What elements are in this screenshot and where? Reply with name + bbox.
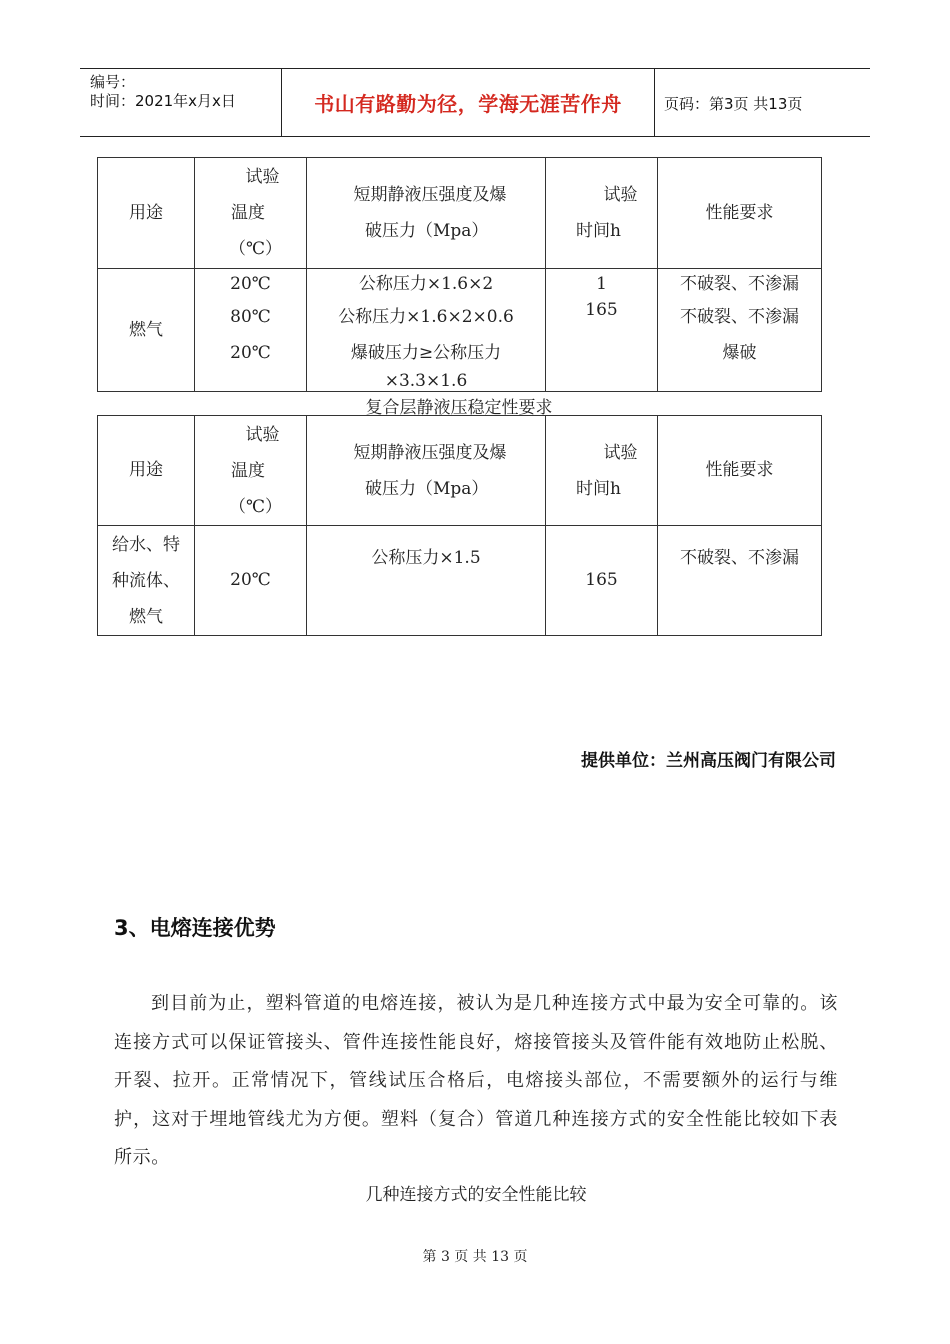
cell-strength-line: 公称压力×1.6×2 bbox=[358, 274, 494, 294]
cell-usage: 燃气 bbox=[98, 269, 195, 392]
cell-requirement-line: 不破裂、不渗漏 bbox=[680, 307, 799, 327]
header-time-label: 时间：2021年x月x日 bbox=[90, 92, 236, 110]
header-temp-line: 试验 bbox=[245, 167, 280, 187]
cell-strength-line: 爆破压力≥公称压力 bbox=[350, 343, 502, 363]
cell-strength: 公称压力×1.5 bbox=[307, 526, 546, 636]
header-usage: 用途 bbox=[98, 416, 195, 526]
hydrostatic-table-composite bbox=[97, 415, 822, 636]
cell-times bbox=[546, 269, 658, 392]
header-divider-right bbox=[654, 68, 655, 136]
cell-strength-line: 公称压力×1.6×2×0.6 bbox=[338, 307, 514, 327]
header-number-label: 编号： bbox=[90, 73, 136, 91]
provider-line: 提供单位：兰州高压阀门有限公司 bbox=[581, 751, 836, 771]
cell-requirement-line: 爆破 bbox=[722, 343, 757, 363]
header-strength-line: 短期静液压强度及爆 bbox=[353, 185, 507, 205]
cell-temp-line: 20℃ bbox=[230, 343, 271, 363]
header-time-line: 时间h bbox=[576, 478, 621, 499]
header-requirement: 性能要求 bbox=[658, 158, 822, 269]
header-test-time bbox=[546, 158, 658, 269]
header-temp-line: 试验 bbox=[245, 424, 280, 445]
cell-strength-line: ×3.3×1.6 bbox=[384, 371, 468, 391]
header-bottom-border bbox=[80, 136, 870, 137]
table-header-row bbox=[98, 416, 822, 526]
header-strength bbox=[307, 158, 546, 269]
header-test-temp bbox=[195, 416, 307, 526]
cell-temps bbox=[195, 269, 307, 392]
header-motto: 书山有路勤为径，学海无涯苦作舟 bbox=[314, 92, 622, 116]
header-temp-line: 温度 bbox=[231, 460, 265, 481]
table-row bbox=[98, 269, 822, 392]
header-requirement: 性能要求 bbox=[658, 416, 822, 526]
cell-time: 165 bbox=[546, 526, 658, 636]
header-page-info: 页码：第3页 共13页 bbox=[664, 95, 803, 113]
header-test-temp bbox=[195, 158, 307, 269]
cell-usage-line: 给水、特 bbox=[112, 534, 180, 555]
cell-temp-line: 20℃ bbox=[230, 274, 271, 294]
cell-usage bbox=[98, 526, 195, 636]
header-temp-line: （℃） bbox=[229, 239, 283, 259]
cell-time-line: 165 bbox=[585, 300, 618, 320]
header-temp-line: 温度 bbox=[231, 203, 265, 223]
cell-usage-line: 燃气 bbox=[129, 606, 163, 627]
cell-requirement-line: 不破裂、不渗漏 bbox=[680, 274, 799, 294]
header-strength bbox=[307, 416, 546, 526]
cell-requirement: 不破裂、不渗漏 bbox=[658, 526, 822, 636]
cell-temp: 20℃ bbox=[195, 526, 307, 636]
cell-time-line: 1 bbox=[596, 274, 607, 294]
cell-usage-line: 种流体、 bbox=[112, 570, 180, 591]
section-paragraph: 到目前为止，塑料管道的电熔连接，被认为是几种连接方式中最为安全可靠的。该连接方式可以保证管接头、管件连接性能良好，熔接管接头及管件能有效地防止松脱、开裂、拉开。正常情况下，管线试压合格后，电熔接头部位，不需要额外的运行与维护，这对于埋地管线尤为方便。塑料（复合）管道几种连接方式的安全性能比较如下表所示。 bbox=[114, 993, 838, 1168]
header-temp-line: （℃） bbox=[229, 496, 283, 517]
header-strength-line: 短期静液压强度及爆 bbox=[353, 442, 507, 463]
header-time-line: 试验 bbox=[603, 442, 638, 463]
section-title: 3、电熔连接优势 bbox=[114, 916, 276, 940]
header-test-time bbox=[546, 416, 658, 526]
table-header-row bbox=[98, 158, 822, 269]
header-top-border bbox=[80, 68, 870, 69]
hydrostatic-table-gas bbox=[97, 157, 822, 392]
header-usage: 用途 bbox=[98, 158, 195, 269]
cell-requirements bbox=[658, 269, 822, 392]
header-strength-line: 破压力（Mpa） bbox=[365, 478, 489, 499]
header-time-line: 试验 bbox=[603, 185, 638, 205]
table2-caption: 复合层静液压稳定性要求 bbox=[365, 398, 553, 418]
cell-strength bbox=[307, 269, 546, 392]
cell-temp-line: 80℃ bbox=[230, 307, 271, 327]
page-footer: 第 3 页 共 13 页 bbox=[422, 1249, 528, 1265]
header-strength-line: 破压力（Mpa） bbox=[365, 221, 489, 241]
comparison-table-caption: 几种连接方式的安全性能比较 bbox=[365, 1185, 587, 1205]
table-row bbox=[98, 526, 822, 636]
header-time-line: 时间h bbox=[576, 221, 621, 241]
